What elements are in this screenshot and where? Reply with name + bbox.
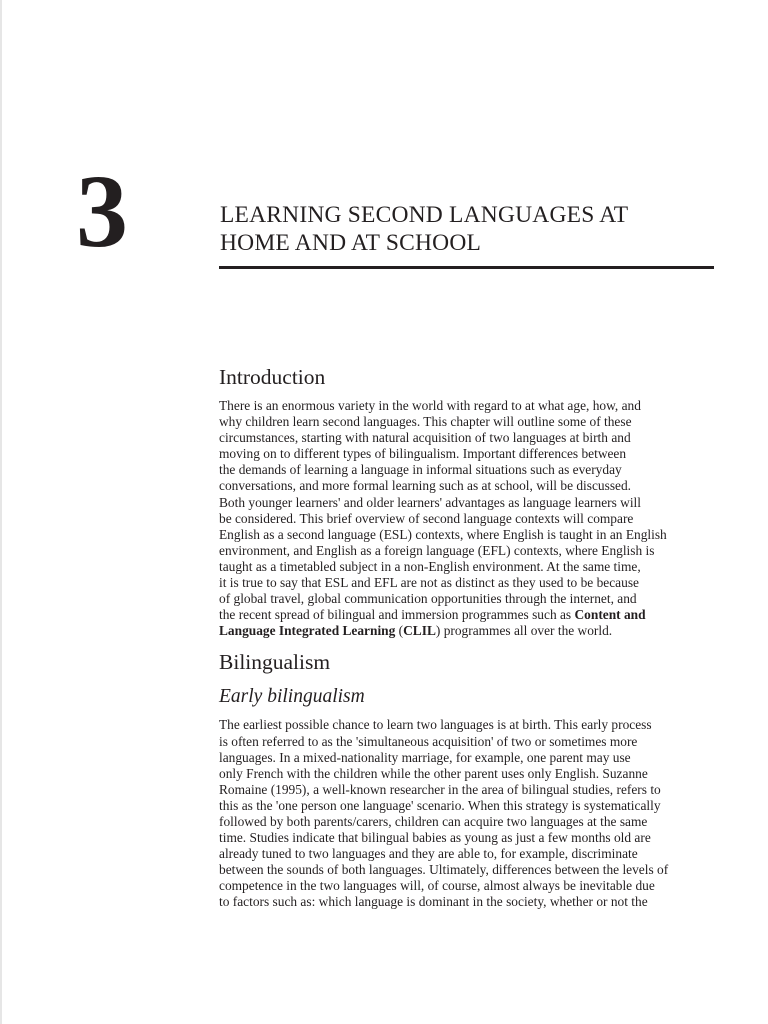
text-line: already tuned to two languages and they are able to, for example, discriminate: [219, 846, 638, 862]
text-line: English as a second language (ESL) contexts, where English is taught in an English: [219, 526, 667, 542]
text-line: between the sounds of both languages. Ultimately, differences between the levels of: [219, 862, 669, 878]
text-line: circumstances, starting with natural acquisition of two languages at birth and: [219, 430, 631, 446]
chapter-title-rule: [219, 266, 714, 269]
text-run: ) programmes all over the world.: [435, 623, 613, 639]
text-line: competence in the two languages will, of course, almost always be inevitable due: [219, 878, 655, 894]
key-term-clil-part2: Language Integrated Learning: [219, 623, 396, 639]
text-line: be considered. This brief overview of second language contexts will compare: [219, 510, 634, 526]
text-line: time. Studies indicate that bilingual babies as young as just a few months old are: [219, 830, 651, 846]
text-line: only French with the children while the other parent uses only English. Suzanne: [219, 765, 648, 781]
key-term-clil-abbrev: CLIL: [403, 623, 436, 639]
introduction-paragraph: [219, 398, 719, 639]
text-line: [219, 623, 719, 639]
text-line: The earliest possible chance to learn two languages is at birth. This early process: [219, 717, 652, 733]
text-line: is often referred to as the 'simultaneous acquisition' of two or sometimes more: [219, 733, 638, 749]
text-line: this as the 'one person one language' scenario. When this strategy is systematically: [219, 797, 661, 813]
page-content: [219, 362, 719, 911]
text-line: There is an enormous variety in the world with regard to at what age, how, and: [219, 398, 641, 413]
text-line: followed by both parents/carers, children can acquire two languages at the same: [219, 813, 648, 829]
subsection-heading-early-bilingualism: Early bilingualism: [219, 686, 365, 708]
chapter-number: 3: [76, 154, 126, 269]
text-line: languages. In a mixed-nationality marriage, for example, one parent may use: [219, 749, 631, 765]
text-line: why children learn second languages. This chapter will outline some of these: [219, 414, 632, 430]
text-line: moving on to different types of bilingualism. Important differences between: [219, 446, 627, 462]
text-line: taught as a timetabled subject in a non-English environment. At the same time,: [219, 558, 641, 574]
section-heading-introduction: Introduction: [219, 365, 326, 389]
text-line: it is true to say that ESL and EFL are not as distinct as they used to be because: [219, 575, 639, 591]
text-line: of global travel, global communication opportunities through the internet, and: [219, 591, 637, 607]
page-edge: [0, 0, 2, 1024]
text-line: conversations, and more formal learning such as at school, will be discussed.: [219, 478, 632, 494]
early-bilingualism-paragraph: [219, 717, 719, 910]
text-line: to factors such as: which language is dominant in the society, whether or not the: [219, 894, 648, 910]
chapter-title: LEARNING SECOND LANGUAGES AT HOME AND AT SCHOOL: [220, 202, 629, 256]
text-run: (: [395, 623, 404, 639]
text-run: the recent spread of bilingual and immersion programmes such as: [219, 607, 575, 623]
text-line: Romaine (1995), a well-known researcher in the area of bilingual studies, refers to: [219, 781, 661, 797]
text-line: [219, 607, 719, 623]
section-heading-bilingualism: Bilingualism: [219, 650, 331, 675]
text-line: Both younger learners' and older learners' advantages as language learners will: [219, 494, 642, 510]
key-term-clil-part1: Content and: [574, 607, 646, 623]
text-line: environment, and English as a foreign language (EFL) contexts, where English is: [219, 542, 655, 558]
text-line: the demands of learning a language in informal situations such as everyday: [219, 462, 622, 478]
